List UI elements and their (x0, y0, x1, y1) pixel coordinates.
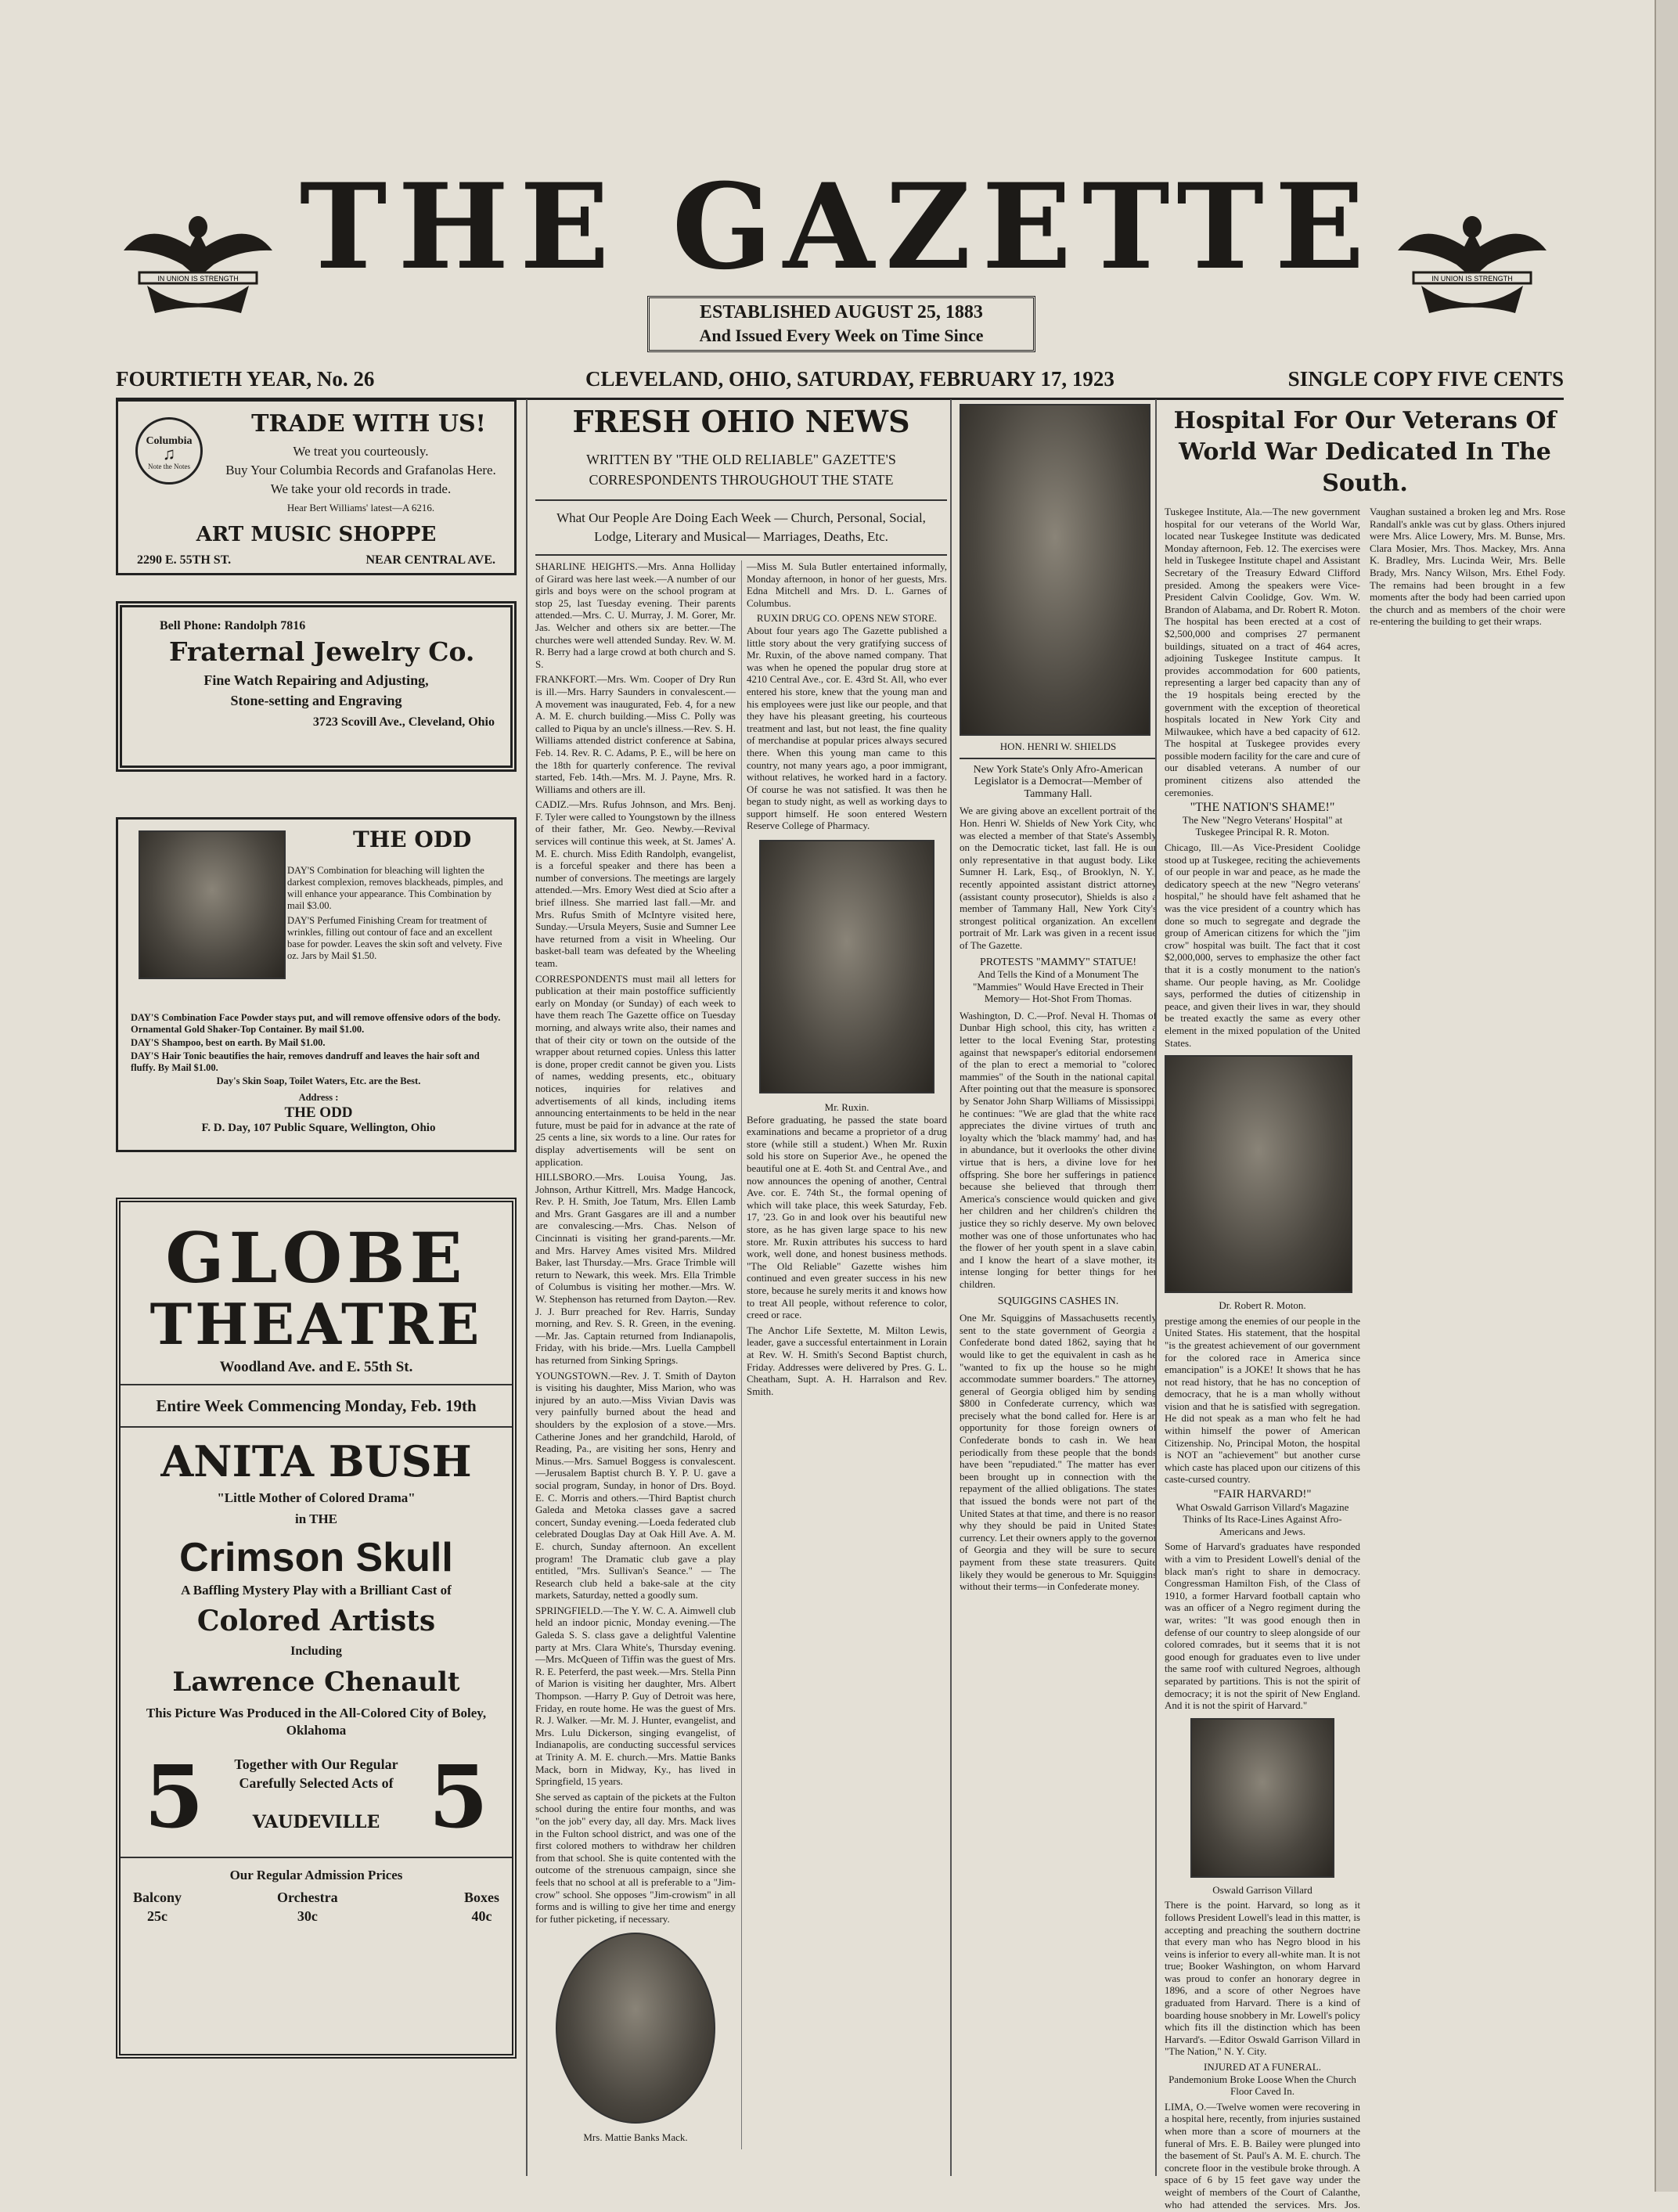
ohio-news-column: FRESH OHIO NEWS WRITTEN BY "THE OLD RELIABLE" GAZETTE'S CORRESPONDENTS THROUGHOUT THE STATE What Our People Are Doing Each Week — Church, Personal, Social, Lodge, Literary and Musical— Marriages, Deaths, Etc. SHARLINE HEIGHTS.—Mrs. Anna Holliday of Girard was here last week.—A number of our girls and boys were on the school program at stop 25, last Tuesday evening. Their parents attended.—Mrs. C. U. Murray, J. M. Gorer, Mr. Jas. Welcher and others six are better.—The churches were well attended Sunday. Rev. W. M. R. Berry had a large crowd at both church and S. S. FRANKFORT.—Mrs. Wm. Cooper of Dry Run is ill.—Mrs. Harry Saunders in convalescent.—A movement was inaugurated, Feb. 4, for a new A. M. E. church building.—Miss C. Polly was called to Piqua by an uncle's illness.—Rev. S. H. Williams attended district conference at Sabina, Feb. 14. Rev. R. C. Adams, P. E., will be here on the 18th for quarterly conference. The revival started, Feb. 14th.—Mrs. M. J. Payne, Mrs. R. Williams and others are ill. CADIZ.—Mrs. Rufus Johnson, and Mrs. Benj. F. Tyler were called to Youngstown by the illness of their father, Mr. Geo. Newby.—Revival services will continue this week, at St. James' A. M. E. church. Miss Edith Randolph, evangelist, is a forceful speaker and there has been a number of conversions. The meetings are largely attended.—Mrs. Emory West died at Scio after a brief illness. She married last fall.—Mr. and Mrs. Rufus Smith of McIntyre visited here, Sunday.—Ursula Meyers, Susie and Sumner Lee have returned from a visit in Wheeling. Our basket-ball team was defeated by the Wheeling team. CORRESPONDENTS must mail all letters for publication at their main postoffice sufficiently early on Monday (or Sunday) of each week to have them reach The Gazette office on Tuesday morning, and always write also, their names and that of their city or town on the outside of the wrapper about returned copies. Unless this latter is done, proper credit cannot be given you. Lists of names, wedding presents, etc., obituary notices, inquiries for relatives and advertisements of all kinds, including items announcing entertainments to be held in the near future, must be paid for in advance at the rate of 25 cents a line, six words to a line. Our rates for display advertisements will be sent on application. HILLSBORO.—Mrs. Louisa Young, Jas. Johnson, Arthur Kittrell, Mrs. Madge Hancock, Rev. P. H. Smith, Joe Tatum, Mrs. Ellen Lamb and Mrs. Grant Gasgares are ill and a number are convalescing.—Mrs. Chas. Nelson of Cincinnati is visiting her grand-parents.—Mr. and Mrs. Harvey Ames visited Mrs. Mildred Baker, last Thursday.—Mrs. Grace Trimble will return to Newark, this week. Mrs. Ella Trimble of Columbus is visiting her mother.—Mrs. W. W. Stephenson has returned from Dayton.—Rev. J. J. Burr preached for Rev. Harris, Sunday morning, and Rev. S. R. Green, in the evening.—Mr. Jas. Captain returned from Indianapolis, Friday, with his bride.—Mrs. Luella Campbell has returned from Sinking Springs. YOUNGSTOWN.—Rev. J. T. Smith of Dayton is visiting his daughter, Miss Marion, who was injured by an auto.—Miss Vivian Davis was very painfully burned about the head and shoulders by the explosion of a stove.—Mrs. Catherine Jones and her grandchild, Harold, of Reading, Pa., are visiting her sons, Henry and Minus.—Mrs. Samuel Boggess is convalescent.—Jerusalem Baptist church B. Y. P. U. gave a social program, Sunday, in honor of Drs. Boyd. E. C. Morris and others.—Third Baptist church Galeda and Metoka classes gave a sacred concert, Sunday evening.—Loeda federated club celebrated Douglas Day at Oak Hill Ave. A. M. E. church, Sunday afternoon. An excellent program! The Dramatic club gave a play entitled, "Mrs. Sullivan's Seance." — The Research club held a bake-sale at the city markets, Saturday, netted a goodly sum. SPRINGFIELD.—The Y. W. C. A. Aimwell club held an indoor picnic, Monday evening.—The Galeda S. S. class gave a delightful Valentine party at Mrs. Clara White's, Thursday evening.—Mrs. McQueen of Tiffin was the guest of Mrs. R. E. Peterferd, the past week.—Mrs. Stella Pinn of Marion is visiting her daughter, Mrs. Albert Thompson. —Harry P. Guy of Detroit was here, Friday, en route home. He was the guest of Mrs. R. J. Walker. —Mr. M. J. Hunter, evangelist, and Mrs. Lulu Dickerson, singing evangelist, of Indianapolis, are conducting successful services at Trinity A. M. E. church.—Mrs. Mattie Banks Mack, born in Midway, Ky., has lived in Springfield, 15 years. She served as captain of the pickets at the Fulton school during the entire four months, and was "on the job" every day, all day. Mrs. Mack lives in the Fulton school district, and was one of the first colored mothers to withdraw her children from that school. She is quite contented with the outcome of the strenuous campaign, since she feels that no school at all is preferable to a "Jim-crow" school. She opposes "Jim-crowism" in all forms and is willing to give her time and energy for futher picketing, if necessary. Mrs. Mattie Banks Mack. —Miss M. Sula Butler entertained informally, Monday afternoon, in honor of her guests, Mrs. Edna Mitchell and Mrs. D. L. Garnes of Columbus. RUXIN DRUG CO. OPENS NEW STORE. About four years ago The Gazette published a little story about the very gratifying success of Mr. Ruxin, of the above named company. That was when he opened the popular drug store at 4210 Central Ave., cor. E. 43rd St. All, who ever entered his store, knew that the young man and his employees were just like our people, and that they have his pleasant greeting, his courteous treatment and last, but not least, the fine quality of merchandise at popular prices always secured there. When this young man came to this country, not many years ago, a poor immigrant, without relatives, he worked hard in a factory. Of course he was not satisfied. It was then he began to study night, as well as working days to support himself. He soon entered Western Reserve College of Pharmacy. Mr. Ruxin. Before graduating, he passed the state board examinations and became a proprietor of a drug store (while still a student.) When Mr. Ruxin sold his store on Superior Ave., he opened the beautiful one at E. 4oth St. and Central Ave., and now announces the opening of another, Central Ave. cor. E. 74th St., the formal opening of which will take place, this week Saturday, Feb. 17, '23. Go in and look over his beautiful new store, as he has given large space to his new store. Mr. Ruxin attributes his success to hard work, well done, and honest business methods. "The Old Reliable" Gazette wishes him continued and even greater success in his new store, because he surely merits it and knows how to treat All people, without reference to color, creed or race. The Anchor Life Sextette, M. Milton Lewis, leader, gave a successful entertainment in Lorain at Rev. W. H. Smith's Second Baptist church, Friday. Addresses were delivered by Pres. G. L. Cheatham, Supt. A. H. Harralson and Rev. Smith. (526, 399, 947, 2176)
nations-shame-headline: "THE NATION'S SHAME!" (1190, 801, 1335, 815)
issued-line: And Issued Every Week on Time Since (699, 326, 984, 345)
eagle-banner-right: IN UNION IS STRENGTH (1431, 275, 1513, 283)
established-box (647, 296, 1035, 352)
globe-address: Woodland Ave. and E. 55th St. (219, 1359, 413, 1375)
jewelry-name: Fraternal Jewelry Co. (169, 636, 475, 667)
springfield-news: SPRINGFIELD.—The Y. W. C. A. Aimwell club held an indoor picnic, Monday evening.—The Galeda S. S. class gave a delightful Valentine party at Mrs. Clara White's, Thursday evening.—Mrs. McQueen of Tiffin was the guest of Mrs. R. E. Peterferd, the past week.—Mrs. Stella Pinn of Marion is visiting her daughter, Mrs. Albert Thompson. —Harry P. Guy of Detroit was here, Friday, en route home. He was the guest of Mrs. R. J. Walker. —Mr. M. J. Hunter, evangelist, and Mrs. Lulu Dickerson, singing evangelist, of Indianapolis, are conducting successful services at Trinity A. M. E. church.—Mrs. Mattie Banks Mack, born in Midway, Ky., has lived in Springfield, 15 years. (535, 1604, 736, 1788)
globe-week: Entire Week Commencing Monday, Feb. 19th (156, 1396, 477, 1415)
cadiz-news: CADIZ.—Mrs. Rufus Johnson, and Mrs. Benj. F. Tyler were called to Youngstown by the illness of their father, Mr. Geo. Newby.—Revival services will continue this week, at St. James' A. M. E. church. Miss Edith Randolph, evangelist, is a forceful speaker and there has been a number of conversions. The meetings are largely attended.—Mrs. Emory West died at Scio after a brief illness. She married last fall.—Mr. and Mrs. Rufus Smith of McIntyre visited here, Sunday.—Ursula Meyers, Susie and Sumner Lee have returned from a visit in Wheeling. Our basket-ball team was defeated by the Wheeling team. (535, 798, 736, 969)
mammy-headline: PROTESTS "MAMMY" STATUE! (979, 956, 1137, 968)
ohio-headline: FRESH OHIO NEWS (572, 404, 910, 439)
masthead (94, 158, 1581, 296)
three-women-photo (139, 830, 286, 979)
five-acts-left: 5 (144, 1746, 204, 1847)
frankfort-news: FRANKFORT.—Mrs. Wm. Cooper of Dry Run is ill.—Mrs. Harry Saunders in convalescent.—A movement was inaugurated, Feb. 4, for a new A. M. E. church building.—Miss C. Polly was called to Piqua by an uncle's illness.—Rev. S. H. Williams attended district conference at Sabina, Feb. 14. Rev. R. C. Adams, P. E., will be here on the 18th for quarterly conference. The revival started, Feb. 14th.—Mrs. M. J. Payne, Mrs. R. Williams and others are ill. (535, 673, 736, 795)
pickets-story: She served as captain of the pickets at the Fulton school during the entire four months, and was "on the job" every day, all day. Mrs. Mack lives in the Fulton school district, and was one of the first colored mothers to withdraw her children from that school. She is quite contented with the outcome of the strenuous campaign, since she feels that no school at all is preferable to a "Jim-crow" school. She opposes "Jim-crowism" in all forms and is willing to give her time and energy for futher picketing, if necessary. (535, 1790, 736, 1925)
ruxin-portrait (759, 840, 934, 1093)
star-name: ANITA BUSH (160, 1436, 472, 1486)
youngstown-news: YOUNGSTOWN.—Rev. J. T. Smith of Dayton is visiting his daughter, Miss Marion, who was injured by an auto.—Miss Vivian Davis was very painfully burned about the head and shoulders by the explosion of a stove.—Mrs. Catherine Jones and her grandchild, Harold, of Reading, Pa., are visiting her sons, Henry and Minus.—Mrs. Samuel Boggess is convalescent.—Jerusalem Baptist church B. Y. P. U. gave a social program, Sunday, in honor of Drs. Boyd. E. C. Morris and others.—Third Baptist church Galeda and Metoka classes gave a sacred concert, Sunday evening.—Loeda federated club celebrated Douglas Day at Oak Hill Ave. A. M. E. church, Sunday afternoon. An excellent program! The Dramatic club gave a play entitled, "Mrs. Sullivan's Seance." — The Research club held a bake-sale at the city markets, Saturday, netted a goodly sum. (535, 1369, 736, 1601)
art-music-shoppe: ART MUSIC SHOPPE (196, 523, 437, 546)
volume-number: FOURTIETH YEAR, No. 26 (116, 367, 375, 391)
jewelry-phone: Bell Phone: Randolph 7816 (160, 619, 306, 632)
theatre-name: THEATRE (149, 1291, 483, 1357)
eagle-banner-left: IN UNION IS STRENGTH (157, 275, 239, 283)
columbia-headline: TRADE WITH US! (251, 410, 486, 438)
actor-name: Lawrence Chenault (172, 1666, 460, 1698)
colored-artists: Colored Artists (196, 1605, 436, 1637)
sharline-news: SHARLINE HEIGHTS.—Mrs. Anna Holliday of Girard was here last week.—A number of our girls and boys were on the school program at stop 25, last Tuesday evening. Their parents attended.—Mrs. C. U. Murray, J. M. Gorer, Mr. Jas. Welcher and others six are better.—The churches were well attended Sunday. Rev. W. M. R. Berry had a large crowd at both church and S. S. (535, 560, 736, 670)
villard-caption: Oswald Garrison Villard (1212, 1883, 1313, 1896)
mattie-mack-portrait (556, 1933, 715, 2124)
newspaper-title: THE GAZETTE (299, 158, 1376, 296)
henri-shields-portrait (960, 404, 1150, 736)
hospital-column: Hospital For Our Veterans Of World War Dedicated In The South. Tuskegee Institute, Ala.—The new government hospital for our veterans of the World War, located near Tuskegee Institute was dedicated Monday afternoon, Feb. 12. The exercises were held in Tuskegee Institute chapel and Assistant Secretary of the Treasury Edward Clifford presided. Among the speakers were Vice-President Calvin Coolidge, Gov. Wm. W. Brandon of Alabama, and Dr. Robert R. Moton. The hospital has been erected at a cost of $2,500,000 and comprises 27 permanent buildings, situated on a tract of 464 acres, adjoining Tuskegee Institute campus. It provides accommodation for 600 patients, representing a larger bed capacity than any of the 19 hospitals being erected by the government with the exception of theoretical hospitals located in New York City and Milwaukee, which have a bed capacity of 612. The hospital at Tuskegee provides every possible modern facility for the care and cure of our disabled veterans. A number of our prominent citizens also attended the ceremonies. "THE NATION'S SHAME!" The New "Negro Veterans' Hospital" at Tuskegee Principal R. R. Moton. Chicago, Ill.—As Vice-President Coolidge stood up at Tuskegee, reciting the achievements of our people in war and peace, as he made the dedicatory speech at the new "Negro veterans' hospital," he should have felt ashamed that he was the vice president of a country which has done so much to segregate and degrade the group of American citizens for which the "jim crow" hospital was built. The fact that it cost $2,000,000, serves to emphasize the other fact that it is a costly monument to the nation's shame. Our people having, as Mr. Coolidge says, performed the duties of citizenship in peace, and given their lives in war, they should be treated exactly the same as every other element in the mixed population of the United States. Dr. Robert R. Moton. prestige among the enemies of our people in the United States. His statement, that the hospital "is the greatest achievement of our government for the colored race in America since emancipation" is a JOKE! It shows that he has not read history, that he has no conception of democracy, that he is a man wholly without vision and that he is satisfied with segregation. He did not speak as a man who felt he had within himself the power of American Citizenship. No, Principal Moton, the hospital is NOT an "achievement" but another curse which caste has placed upon our citizens of this caste-cursed country. "FAIR HARVARD!" What Oswald Garrison Villard's Magazine Thinks of Its Race-Lines Against Afro-Americans and Jews. Some of Harvard's graduates have responded with a vim to President Lowell's denial of the black man's right to share in democracy. Congressman Hamilton Fish, of the Class of 1910, a former Harvard football captain who was an officer of a Negro regiment during the war, writes: "It was good enough then in defense of our country to sleep alongside of our colored comrades, but it seems that it is not good enough for graduates even to live under the same roof with cultured Negroes, although separated by partitions. This is not the spirit of democracy; it is not the spirit of New England. And it is not the spirit of Harvard." Oswald Garrison Villard There is the point. Harvard, so long as it follows President Lowell's lead in this matter, is accepting and preaching the southern doctrine that every man who has Negro blood in his veins is inferior to every all-white man. It is not true; Booker Washington, on whom Harvard was proud to confer an honorary degree in 1896, and a score of other Negroes have graduated from Harvard. There is a kind of boarding house snobbery in Mr. Lowell's policy which fits ill the distinction which has been Harvard's. —Editor Oswald Garrison Villard in "The Nation," N. Y. City. INJURED AT A FUNERAL. Pandemonium Broke Loose When the Church Floor Caved In. LIMA, O.—Twelve women were recovering in a hospital here, recently, from injuries sustained when more than a score of mourners at the funeral of Mrs. E. B. Bailey were plunged into the basement of St. Paul's A. M. E. church. The concrete floor in the vestibule broke through. A space of 6 by 15 feet gave way under the weight of members of the Court of Calanthe, who had attended the services. Mrs. Jos. Vaughan sustained a broken leg and Mrs. Rose Randall's ankle was cut by glass. Others injured were Mrs. Alice Lowery, Mrs. M. Bunse, Mrs. Clara Mosier, Mrs. Thos. Mackey, Mrs. Anna K. Bradley, Mrs. Lucinda Weir, Mrs. Belle Brady, Mrs. Nancy Wilson, Mrs. Ethel Fody. The remains had been brought in a few moments after the body had been carried upon the church and as members of the choir were re-entering the building to get their wraps. (1155, 399, 1565, 2176)
ruxin-caption: Mr. Ruxin. (824, 1101, 870, 1114)
shields-caption: HON. HENRI W. SHIELDS (999, 740, 1117, 752)
robert-moton-portrait (1165, 1055, 1352, 1293)
moton-caption: Dr. Robert R. Moton. (1219, 1299, 1306, 1312)
odd-headline: THE ODD (353, 827, 472, 852)
dateline-bar (116, 360, 1564, 400)
funeral-headline: INJURED AT A FUNERAL. (1203, 2061, 1321, 2073)
publication-date: CLEVELAND, OHIO, SATURDAY, FEBRUARY 17, 1923 (585, 367, 1114, 391)
five-acts-right: 5 (428, 1746, 488, 1847)
columbia-ad (116, 399, 517, 575)
hospital-headline: Hospital For Our Veterans Of World War Dedicated In The South. (1173, 407, 1557, 497)
the-odd-ad: THE ODD DAY'S Combination for bleaching will lighten the darkest complexion, removes blackheads, pimples, and will enhance your appearance. This Combination by mail $3.00. DAY'S Perfumed Finishing Cream for treatment of wrinkles, filling out contour of face and an excellent base for powder. Leaves the skin soft and velvety. Five oz. Jars by Mail $1.50. DAY'S Combination Face Powder stays put, and will remove offensive odors of the body. Ornamental Gold Shaker-Top Container. By mail $1.00. DAY'S Shampoo, best on earth. By Mail $1.00. DAY'S Hair Tonic beautifies the hair, removes dandruff and leaves the hair soft and fluffy. By Mail $1.00. Day's Skin Soap, Toilet Waters, Etc. are the Best. Address : THE ODD F. D. Day, 107 Public Square, Wellington, Ohio (116, 817, 517, 1152)
page-edge-shadow (1655, 0, 1678, 2192)
globe-name: GLOBE (165, 1217, 467, 1299)
columbia-address-near: NEAR CENTRAL AVE. (365, 553, 495, 567)
established-line: ESTABLISHED AUGUST 25, 1883 (700, 302, 983, 322)
harvard-headline: "FAIR HARVARD!" (1213, 1488, 1312, 1501)
jewelry-address: 3723 Scovill Ave., Cleveland, Ohio (312, 715, 495, 729)
jewelry-ad: Bell Phone: Randolph 7816 Fraternal Jewelry Co. Fine Watch Repairing and Adjusting, Stone-setting and Engraving 3723 Scovill Ave., Cleveland, Ohio (116, 601, 517, 772)
shields-column: HON. HENRI W. SHIELDS New York State's Only Afro-American Legislator is a Democrat—Member of Tammany Hall. We are giving above an excellent portrait of the Hon. Henri W. Shields of New York City, who was elected a member of that State's Assembly on the Democratic ticket, last fall. He is our only representative in that august body. Like Sumner H. Lark, Esq., of Brooklyn, N. Y., recently appointed assistant district attorney (assistant county prosecutor), Shields is also a member of Tammany Hall, New York City's strongest political organization. An excellent portrait of Mr. Lark was given in a recent issue of The Gazette. PROTESTS "MAMMY" STATUE! And Tells the Kind of a Monument The "Mammies" Would Have Erected in Their Memory— Hot-Shot From Thomas. Washington, D. C.—Prof. Neval H. Thomas of Dunbar High school, this city, has written a letter to the local Evening Star, protesting against that newspaper's editorial endorsement of the plan to erect a memorial to "colored mammies" of the South in the national capital. After pointing out that the measure is sponsored by Senator John Sharp Williams of Mississippi, he continues: "We are glad that the white race appreciates the divine virtues of truth and loyalty which the 'black mammy' had, and has in abundance, but it overlooks the other divine virtue that is hers, a divine love for her offspring. She bore her sufferings in patience because she believed that through them America's conscience would quicken and give her children and her children's children the justice they so richly deserve. My own beloved mother was one of those unfortunates who had the flower of her youth spent in a slave cabin, and I know the heart of a slave mother, its intense longing for better things for her children. SQUIGGINS CASHES IN. One Mr. Squiggins of Massachusetts recently sent to the state government of Georgia a Confederate bond dated 1862, saying that he would like to get the equivalent in cash as he "wanted to fix up the house so he might accommodate summer boarders." The attorney general of Georgia obliged him by sending $800 in Confederate currency, which was precisely what the bond called for. Here is an opportunity for those foreign owners of Confederate bonds to cash in. We hear periodically from these people that the bonds have been "repudiated." The matter has even been brought up in connection with the repayment of the allied obligations. The states that issued the bonds were not part of the United States at that time, and there is no reason why they should be paid in United States currency. Let their owners apply to the governor of Georgia and they will be sure to secure payment from these state treasurers. Quite likely they would be generous to Mr. Squiggins without their terms—in Confederate money. (950, 399, 1157, 2176)
columbia-logo-icon: Columbia ♫ Note the Notes (135, 417, 203, 485)
squiggins-headline: SQUIGGINS CASHES IN. (997, 1295, 1119, 1307)
correspondents-notice: CORRESPONDENTS must mail all letters for publication at their main postoffice sufficiently early on Monday (or Sunday) of each week to have them reach The Gazette office on Tuesday morning, and always write also, their names and that of their city or town on the outside of the wrapper about returned copies. Unless this latter is done, proper credit cannot be given you. Lists of names, wedding presents, etc., obituary notices, inquiries for relatives and advertisements of all kinds, including items announcing entertainments to be held in the near future, must be paid for in advance at the rate of 25 cents a line, six words to a line. Our rates for display advertisements will be sent on application. (535, 972, 736, 1168)
columbia-body: We treat you courteously. Buy Your Columbia Records and Grafanolas Here. We take your old records in trade. Hear Bert Williams' latest—A 6216. (225, 444, 496, 513)
mack-caption: Mrs. Mattie Banks Mack. (583, 2131, 688, 2144)
prices-head: Our Regular Admission Prices (229, 1868, 403, 1882)
play-title: Crimson Skull (179, 1535, 453, 1580)
globe-theatre-ad: GLOBE THEATRE Woodland Ave. and E. 55th St. Entire Week Commencing Monday, Feb. 19th ANITA BUSH "Little Mother of Colored Drama" in THE Crimson Skull A Baffling Mystery Play with a Brilliant Cast of Colored Artists Including Lawrence Chenault This Picture Was Produced in the All-Colored City of Boley, Oklahoma 5 Together with Our Regular Carefully Selected Acts of VAUDEVILLE 5 Our Regular Admission Prices Balcony 25c Orchestra 30c Boxes 40c (116, 1198, 517, 2059)
ruxin-headline: RUXIN DRUG CO. OPENS NEW STORE. (756, 612, 938, 625)
villard-portrait (1190, 1718, 1334, 1878)
hillsboro-news: HILLSBORO.—Mrs. Louisa Young, Jas. Johnson, Arthur Kittrell, Mrs. Madge Hancock, Rev. P. H. Smith, Joe Tatum, Mrs. Ellen Lamb and Mrs. Grant Gasgares are ill and a number are convalescing.—Mrs. Chas. Nelson of Cincinnati is visiting her grand-parents.—Mr. and Mrs. Harvey Ames visited Mrs. Mildred Baker, last Thursday.—Mrs. Grace Trimble will return to Newark, this week. Mrs. Ella Trimble of Columbus is visiting her mother.—Mrs. W. W. Stephenson has returned from Dayton.—Rev. J. J. Burr preached for Rev. Harris, Sunday morning, and Rev. S. R. Green, in the evening.—Mr. Jas. Captain returned from Indianapolis, Friday, with his bride.—Mrs. Luella Campbell has returned from Sinking Springs. (535, 1171, 736, 1366)
price: SINGLE COPY FIVE CENTS (1287, 367, 1564, 391)
columbia-address: 2290 E. 55TH ST. (137, 553, 232, 567)
